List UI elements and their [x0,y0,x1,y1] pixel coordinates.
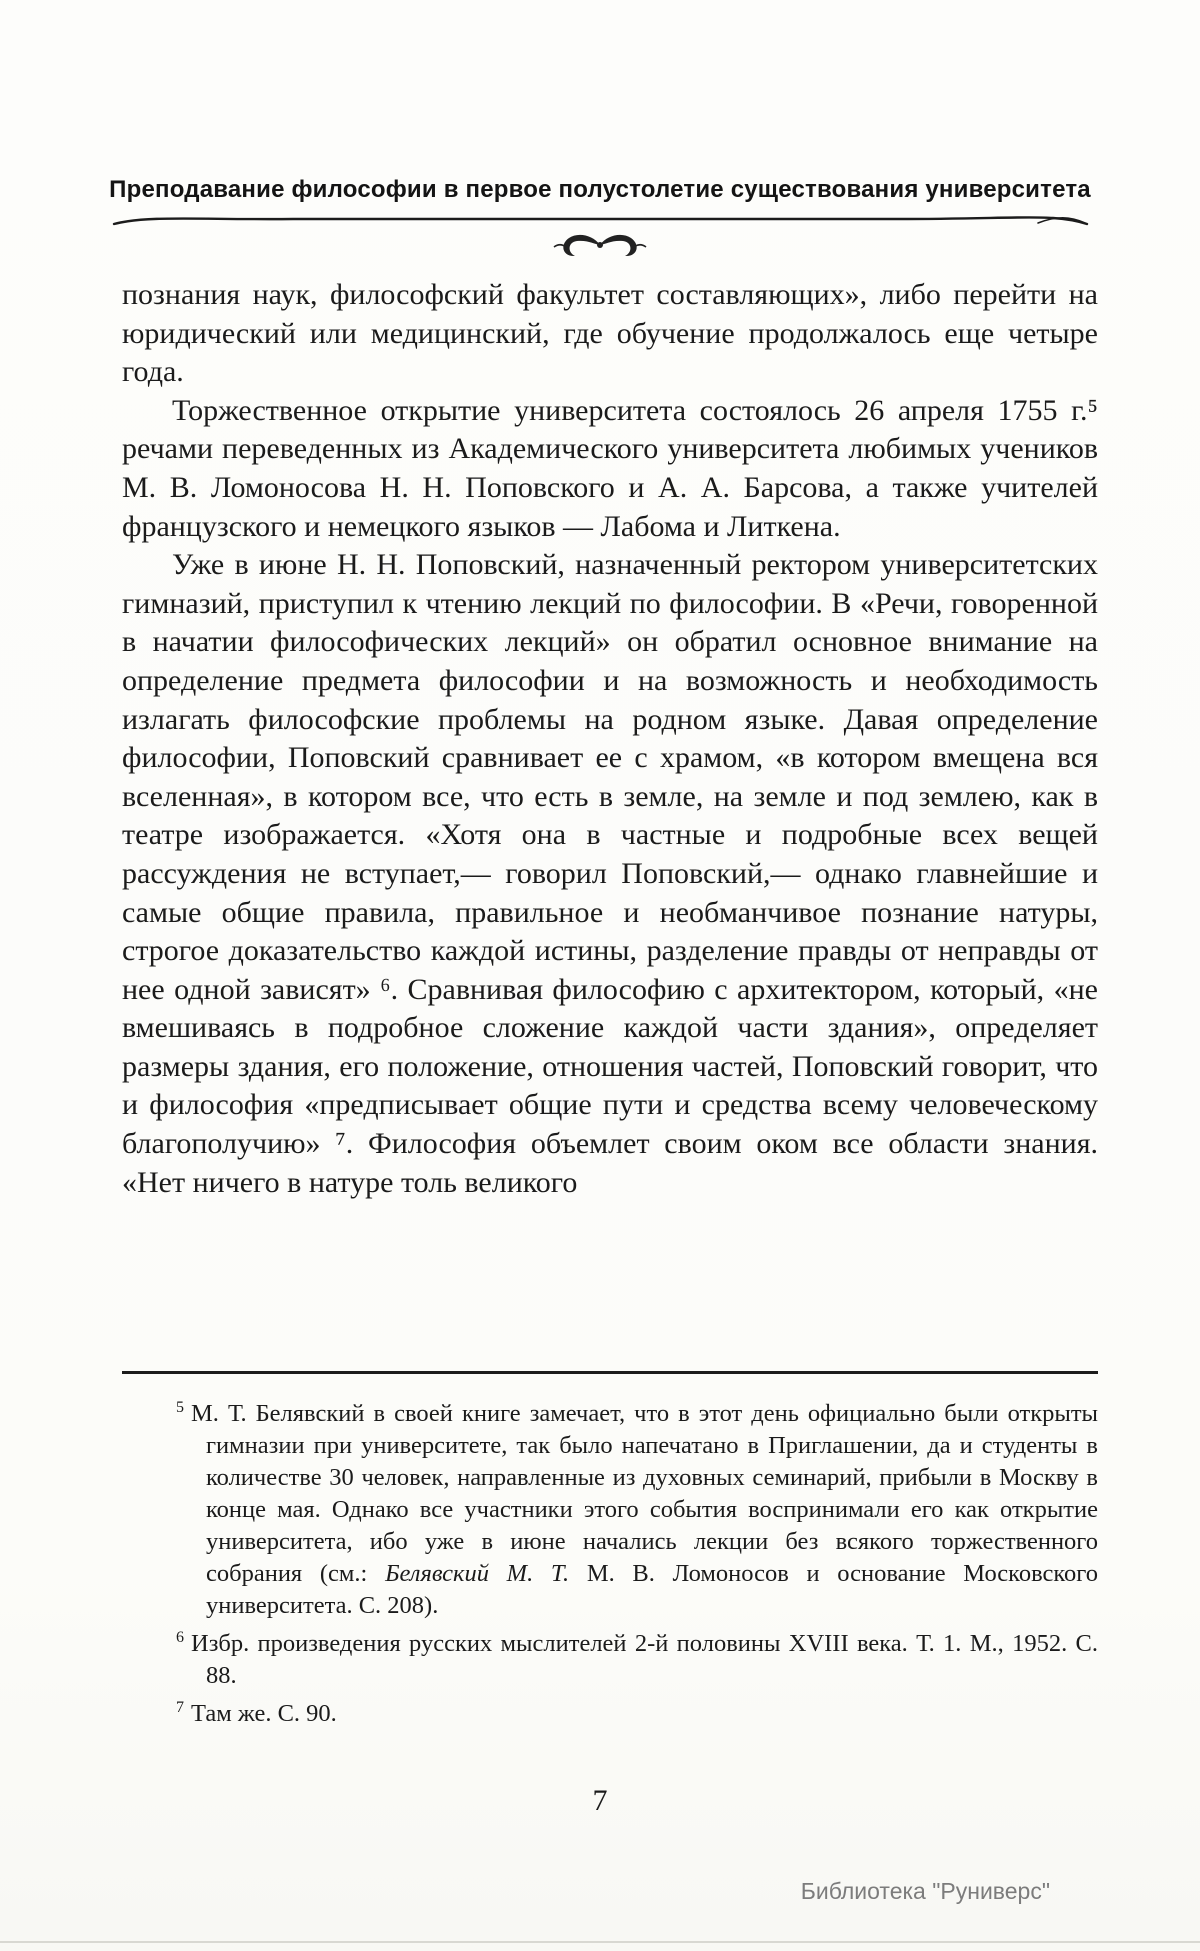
footnote-divider [122,1371,1098,1374]
footnote-marker: 5 [176,1398,184,1416]
footnote-text: М. В. Ломоносов и основание Московского университета. С. 208). [206,1560,1098,1619]
library-watermark: Библиотека "Руниверс" [800,1878,1050,1904]
footnote [160,1398,1098,1622]
body-text [122,276,1098,1202]
footnote-marker: 6 [176,1628,184,1646]
page-number: 7 [592,1784,608,1817]
footnotes-block [160,1398,1098,1736]
fleuron-ornament-icon [544,231,656,259]
footnote-citation-author: Белявский М. Т. [385,1560,570,1587]
footnote-marker: 7 [176,1698,184,1716]
paragraph: Торжественное открытие университета состоялось 26 апреля 1755 г.⁵ речами переведенных из Академического университета любимых учеников М. В. Ломоносова Н. Н. Поповского и А. А. Барсова, а также учителей французского и немецкого языков — Лабома и Литкена. [122,393,1098,543]
flourish-rule-icon [108,211,1093,227]
page-edge [0,1941,1200,1943]
paragraph: познания наук, философский факультет составляющих», либо перейти на юридический или медицинский, где обучение продолжалось еще четыре года. [122,278,1098,389]
footnote-text: М. Т. Белявский в своей книге замечает, что в этот день официально были открыты гимназии при университете, так было напечатано в Приглашении, да и студенты в количестве 30 человек, направленные из духовных семинарий, прибыли в Москву в конце мая. Однако все участники этого события воспринимали его как открытие университета, ибо уже в июне начались лекции без всякого торжественного собрания (см.: [191,1400,1098,1587]
footnote-text: Избр. произведения русских мыслителей 2-й половины XVIII века. Т. 1. М., 1952. С. 88. [191,1630,1098,1689]
running-head-title: Преподавание философии в первое полустолетие существования университета [109,176,1091,203]
page-header [0,176,1200,259]
footnote [160,1698,1098,1730]
footnote-text: Там же. С. 90. [191,1700,337,1727]
footnote [160,1628,1098,1692]
paragraph: Уже в июне Н. Н. Поповский, назначенный ректором университетских гимназий, приступил к чтению лекций по философии. В «Речи, говоренной в начатии философических лекций» он обратил основное внимание на определение предмета философии и на возможность и необходимость излагать философские проблемы на родном языке. Давая определение философии, Поповский сравнивает ее с храмом, «в котором вмещена вся вселенная», в котором все, что есть в земле, на земле и под землею, как в театре изображается. «Хотя она в частные и подробные всех вещей рассуждения не вступает,— говорил Поповский,— однако главнейшие и самые общие правила, правильное и необманчивое познание натуры, строгое доказательство каждой истины, разделение правды от неправды от нее одной зависят» ⁶. Сравнивая философию с архитектором, который, «не вмешиваясь в подробное сложение каждой части здания», определяет размеры здания, его положение, отношения частей, Поповский говорит, что и философия «предписывает общие пути и средства всему человеческому благополучию» ⁷. Философия объемлет своим оком все области знания. «Нет ничего в натуре толь великого [122,548,1098,1199]
